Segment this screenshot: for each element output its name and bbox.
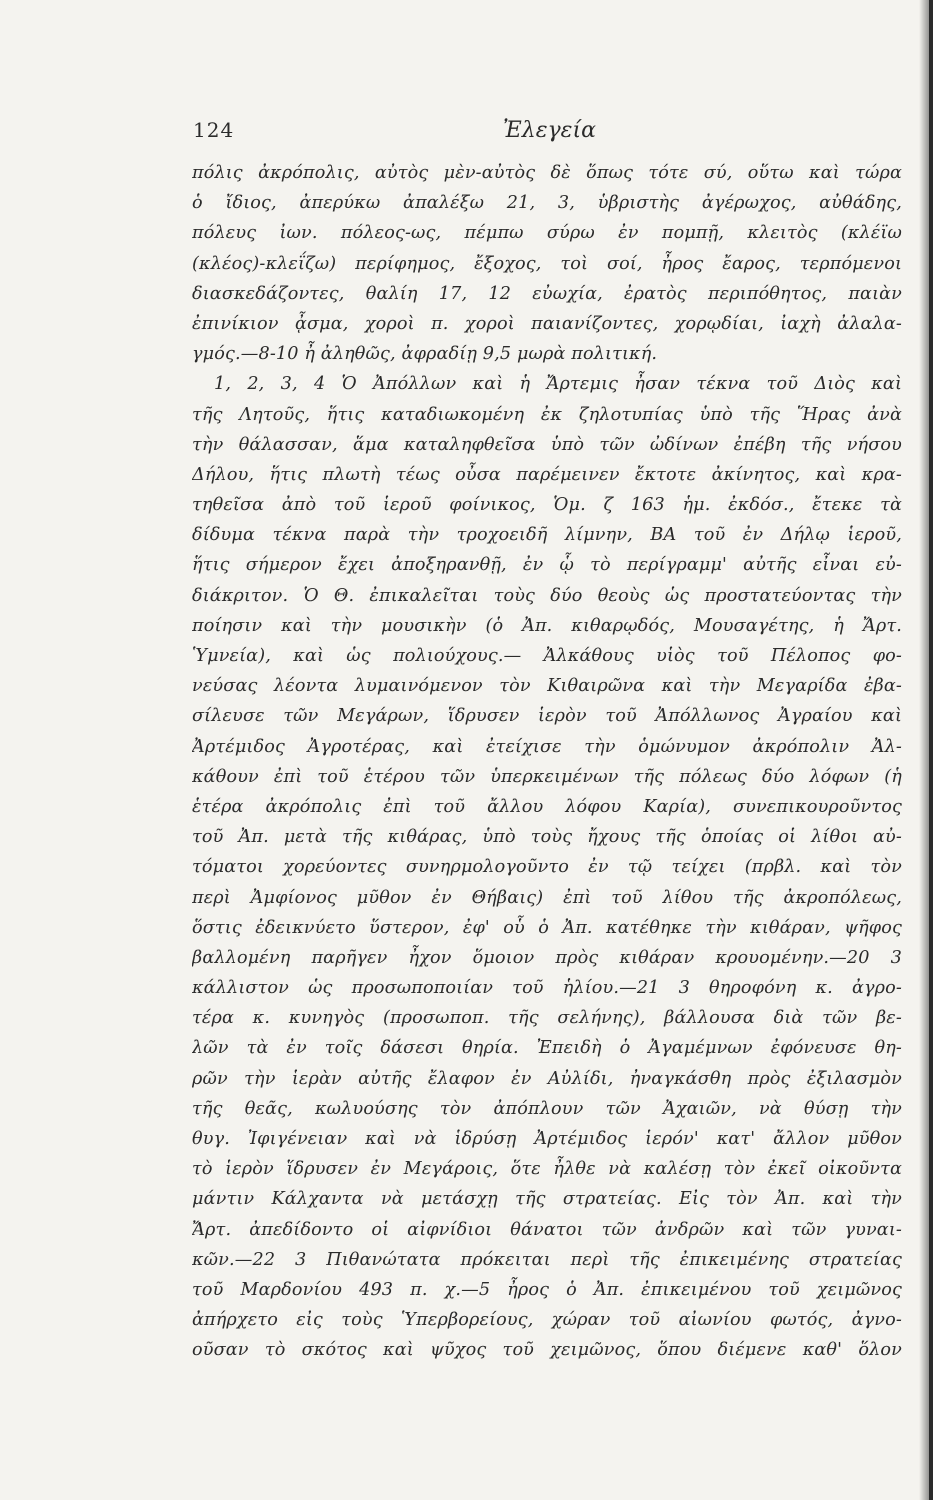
running-title: Ἐλεγεία [503,118,596,143]
text-line: Δήλου, ἥτις πλωτὴ τέως οὖσα παρέμεινεν ἔκτοτε ἀκίνητος, καὶ κρα- [192,464,902,485]
text-line: τὸ ἱερὸν ἵδρυσεν ἐν Μεγάροις, ὅτε ἦλθε νὰ καλέσῃ τὸν ἐκεῖ οἰκοῦντα [192,1159,902,1180]
text-line: (κλέος)-κλεΐζω) περίφημος, ἔξοχος, τοὶ σοί, ἦρος ἔαρος, τερπόμενοι [192,253,902,274]
text-line: δίδυμα τέκνα παρὰ τὴν τροχοειδῆ λίμνην, ΒΑ τοῦ ἐν Δήλῳ ἱεροῦ, [192,525,902,546]
text-line: ἑτέρα ἀκρόπολις ἐπὶ τοῦ ἄλλου λόφου Καρία), συνεπικουροῦντος [192,796,902,817]
text-line: ἀπήρχετο εἰς τοὺς Ὑπερβορείους, χώραν τοῦ αἰωνίου φωτός, ἀγνο- [192,1310,902,1331]
commentary-text [192,158,902,1366]
page-edge-binding [929,0,933,1500]
text-line: γμός.—8-10 ἦ ἀληθῶς, ἀφραδίῃ 9,5 μωρὰ πολιτική. [192,344,658,365]
page-number: 124 [193,118,235,142]
text-line: περὶ Ἀμφίονος μῦθον ἐν Θήβαις) ἐπὶ τοῦ λίθου τῆς ἀκροπόλεως, [192,887,902,908]
text-line: νεύσας λέοντα λυμαινόμενον τὸν Κιθαιρῶνα καὶ τὴν Μεγαρίδα ἐβα- [192,676,902,697]
text-line: ἥτις σήμερον ἔχει ἀποξηρανθῇ, ἐν ᾧ τὸ περίγραμμ' αὐτῆς εἶναι εὐ- [192,555,902,576]
text-line: τῆς Λητοῦς, ἥτις καταδιωκομένη ἐκ ζηλοτυπίας ὑπὸ τῆς Ἥρας ἀνὰ [192,404,902,425]
text-line: τηθεῖσα ἀπὸ τοῦ ἱεροῦ φοίνικος, Ὁμ. ζ 163 ἡμ. ἐκδόσ., ἔτεκε τὰ [192,495,902,516]
text-line: ὁ ἴδιος, ἀπερύκω ἀπαλέξω 21, 3, ὑβριστὴς ἀγέρωχος, αὐθάδης, [192,193,902,214]
text-line: θυγ. Ἰφιγένειαν καὶ νὰ ἱδρύσῃ Ἀρτέμιδος ἱερόν' κατ' ἄλλον μῦθον [192,1129,902,1149]
page-header [193,118,905,148]
text-line: μάντιν Κάλχαντα νὰ μετάσχῃ τῆς στρατείας. Εἰς τὸν Ἀπ. καὶ τὴν [192,1189,902,1210]
text-line: κάλλιστον ὡς προσωποποιίαν τοῦ ἡλίου.—21 3 θηροφόνη κ. ἀγρο- [192,978,902,999]
text-line: κάθουν ἐπὶ τοῦ ἑτέρου τῶν ὑπερκειμένων τῆς πόλεως δύο λόφων (ἡ [192,766,902,787]
text-line: τέρα κ. κυνηγὸς (προσωποπ. τῆς σελήνης), βάλλουσα διὰ τῶν βε- [192,1008,902,1029]
text-line: τοῦ Μαρδονίου 493 π. χ.—5 ἦρος ὁ Ἀπ. ἐπικειμένου τοῦ χειμῶνος [192,1279,902,1300]
text-line: σίλευσε τῶν Μεγάρων, ἵδρυσεν ἱερὸν τοῦ Ἀπόλλωνος Ἀγραίου καὶ [192,706,902,727]
text-line: πόλις ἀκρόπολις, αὐτὸς μὲν-αὐτὸς δὲ ὅπως τότε σύ, οὕτω καὶ τώρα [192,163,902,183]
text-line: Ὑμνεία), καὶ ὡς πολιούχους.— Ἀλκάθους υἱὸς τοῦ Πέλοπος φο- [192,646,902,666]
text-line: οῦσαν τὸ σκότος καὶ ψῦχος τοῦ χειμῶνος, ὅπου διέμενε καθ' ὅλον [192,1340,902,1361]
text-line: πόλευς ἰων. πόλεος-ως, πέμπω σύρω ἐν πομπῇ, κλειτὸς (κλέϊω [192,223,902,244]
text-line: βαλλομένη παρῆγεν ἦχον ὅμοιον πρὸς κιθάραν κρουομένην.—20 3 [192,947,902,968]
text-line: τόματοι χορεύοντες συνηρμολογοῦντο ἐν τῷ τείχει (πρβλ. καὶ τὸν [192,857,902,878]
text-line: τῆς θεᾶς, κωλυούσης τὸν ἀπόπλουν τῶν Ἀχαιῶν, νὰ θύσῃ τὴν [192,1098,902,1119]
text-line: ἐπινίκιον ᾆσμα, χοροὶ π. χοροὶ παιανίζοντες, χορῳδίαι, ἰαχὴ ἀλαλα- [192,313,902,334]
text-line: Ἄρτ. ἀπεδίδοντο οἱ αἰφνίδιοι θάνατοι τῶν ἀνδρῶν καὶ τῶν γυναι- [192,1219,902,1240]
text-line: κῶν.—22 3 Πιθανώτατα πρόκειται περὶ τῆς ἐπικειμένης στρατείας [192,1249,902,1270]
text-line: λῶν τὰ ἐν τοῖς δάσεσι θηρία. Ἐπειδὴ ὁ Ἀγαμέμνων ἐφόνευσε θη- [192,1038,902,1059]
text-line: ὅστις ἐδεικνύετο ὕστερον, ἐφ' οὗ ὁ Ἀπ. κατέθηκε τὴν κιθάραν, ψῆφος [192,917,902,938]
text-line: ποίησιν καὶ τὴν μουσικὴν (ὁ Ἀπ. κιθαρῳδός, Μουσαγέτης, ἡ Ἄρτ. [192,615,902,636]
text-line: τοῦ Ἀπ. μετὰ τῆς κιθάρας, ὑπὸ τοὺς ἤχους τῆς ὁποίας οἱ λίθοι αὐ- [192,827,902,848]
text-line: τὴν θάλασσαν, ἅμα καταληφθεῖσα ὑπὸ τῶν ὠδίνων ἐπέβη τῆς νήσου [192,434,902,455]
text-line: διασκεδάζοντες, θαλίη 17, 12 εὐωχία, ἐρατὸς περιπόθητος, παιὰν [192,283,902,304]
text-line: ρῶν τὴν ἱερὰν αὐτῆς ἔλαφον ἐν Αὐλίδι, ἠναγκάσθη πρὸς ἐξιλασμὸν [192,1068,902,1089]
text-line: διάκριτον. Ὁ Θ. ἐπικαλεῖται τοὺς δύο θεοὺς ὡς προστατεύοντας τὴν [192,585,902,606]
text-line: 1, 2, 3, 4 Ὁ Ἀπόλλων καὶ ἡ Ἄρτεμις ἦσαν τέκνα τοῦ Διὸς καὶ [214,374,902,395]
text-line: Ἀρτέμιδος Ἀγροτέρας, καὶ ἐτείχισε τὴν ὁμώνυμον ἀκρόπολιν Ἀλ- [192,736,902,757]
